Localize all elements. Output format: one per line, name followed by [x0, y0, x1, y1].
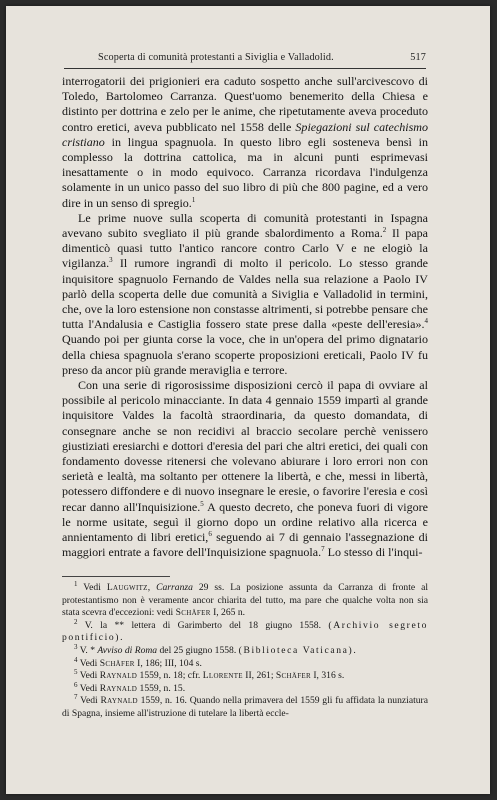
book-page — [6, 6, 490, 794]
footnotes — [62, 579, 429, 721]
page-number: 517 — [410, 52, 426, 63]
footnote-ref: 2 — [382, 226, 387, 235]
paragraph-3: Con una serie di rigorosissime disposizioni cercò il papa di ovviare al possibile al pericolo minacciante. In data 4 gennaio 1559 impartì al grande inquisitore Valdes la facoltà straordinaria, da questo domandata, di consegnare anche se non recidivi al braccio secolare perchè venissero giustiziati eresiarchi e dottori d'eresia del pari che altri eretici, dei quali con fondamento dovesse ritenersi che volevano abiurare i loro errori non con serietà e lealtà, ma soltanto per ottenere la libertà, e che, messi in libertà, potessero diffondere e di nuovo insegnare le eresie, o favorire l'eresia e così recar danno all'Inquisizione.$^5$ A questo decreto, che poneva fuori di vigore le norme usitate, seguì il giorno dopo un ordine relativo alla ricerca e annientamento di libri eretici,$^6$ seguendo ai 7 di gennaio l'assegnazione di maggiori entrate a favore dell'Inquisizione spagnuola.$^7$ Lo stesso di l'inqui- — [62, 378, 428, 560]
footnote-6: $^6$ Vedi Raynald 1559, n. 15. — [74, 680, 186, 694]
paragraph-1: interrogatorii dei prigionieri era caduto sospetto anche sull'arcivescovo di Toledo, Bartolomeo Carranza. Quest'uomo benemerito della Chiesa e distinto per dottrina e zelo per le anime, che ripetutamente aveva proceduto contro eretici, aveva pubblicato nel 1558 delle Spiegazioni sul catechismo cristiano in lingua spagnuola. In questo libro egli sosteneva bensì in complesso la dottrina cattolica, ma in alcuni punti esprimevasi inesattamente o in modo equivoco. Carranza ricordava l'indulgenza solamente in un unico passo del suo libro di più che 800 pagine, ed a vero dire in un senso di spregio.$^1$ — [62, 74, 428, 210]
running-title: Scoperta di comunità protestanti a Siviglia e Valladolid. — [98, 52, 334, 63]
footnote-3: $^3$ V. * Avviso di Roma del 25 giugno 1558. (Biblioteca Vaticana). — [74, 642, 356, 656]
paragraph-2: Le prime nuove sulla scoperta di comunità protestanti in Ispagna avevano subito svegliato il più grande sbalordimento a Roma.$^2$ Il papa dimenticò quasi tutto l'antico rancore contro Carlo V e ne elogiò la vigilanza.$^3$ Il rumore ingrandì di molto il pericolo. Lo stesso grande inquisitore spagnuolo Fernando de Valdes nella sua relazione a Paolo IV parlò della scoperta delle due comunità a Siviglia e Valladolid in termini, che, ove la loro estensione non constasse altrimenti, si potrebbe pensare che tutta l'Andalusia e Castiglia fossero state prese dalla «peste dell'eresia».$^4$ Quando poi per giunta corse la voce, che in un'opera del primo dignatario della chiesa spagnuola s'erano scoperte proposizioni ereticali, Paolo IV fu preso da ancor più grande meraviglia e terrore. — [62, 210, 428, 377]
footnote-1: $^1$ Vedi Laugwitz, Carranza 29 ss. La posizione assunta da Carranza di fronte al protestantismo non è veramente ancor chiarita del tutto, ma pare che qualche volta non sia stata scevra d'eccezioni: vedi Schäfer I, 265 n. — [62, 579, 428, 619]
footnote-4: $^4$ Vedi Schäfer I, 186; III, 104 s. — [74, 655, 202, 669]
footnote-ref: 7 — [321, 545, 325, 554]
running-header — [6, 52, 490, 66]
footnote-7: $^7$ Vedi Raynald 1559, n. 16. Quando nella primavera del 1559 gli fu affidata la nunziatura di Spagna, insieme all'istruzione di tutelare la libertà eccle- — [62, 693, 429, 719]
footnote-rule — [62, 576, 170, 577]
footnote-ref: 5 — [200, 499, 204, 508]
footnote-ref: 1 — [191, 195, 196, 204]
main-text — [62, 74, 428, 561]
header-rule — [64, 68, 426, 69]
footnote-ref: 4 — [424, 317, 428, 326]
footnote-ref: 3 — [109, 256, 113, 265]
footnote-ref: 6 — [208, 530, 212, 539]
footnote-5: $^5$ Vedi Raynald 1559, n. 18; cfr. Llorente II, 261; Schäfer I, 316 s. — [74, 667, 345, 682]
book-title: Spiegazioni sul catechismo cristiano — [62, 119, 428, 149]
footnote-2: $^2$ V. la ** lettera di Garimberto del 18 giugno 1558. (Archivio segreto pontificio). — [62, 617, 428, 644]
